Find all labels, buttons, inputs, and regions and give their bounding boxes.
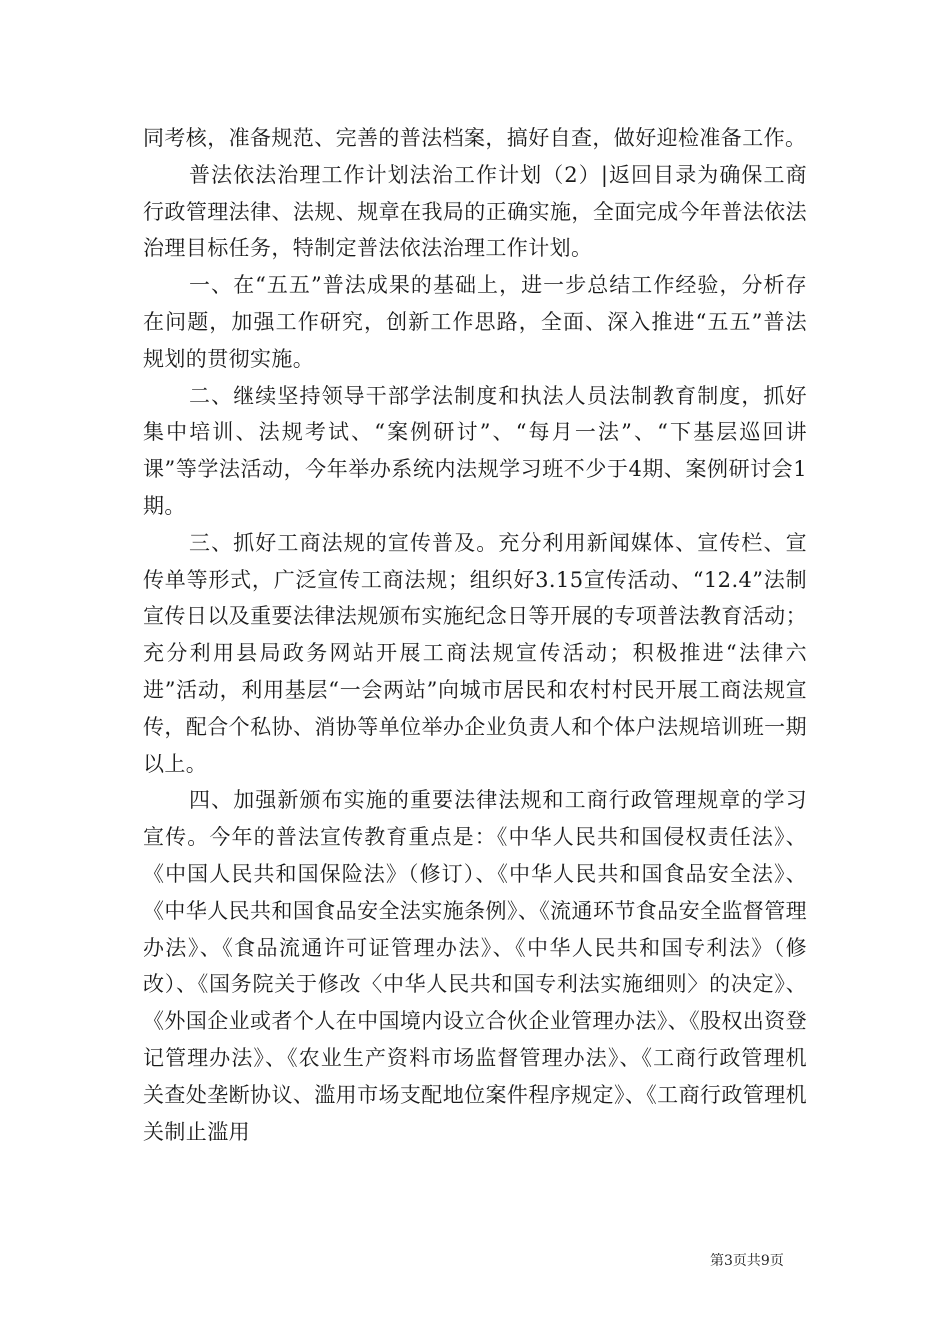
paragraph-item-2: 二、继续坚持领导干部学法制度和执法人员法制教育制度，抓好集中培训、法规考试、“案例研讨”、“每月一法”、“下基层巡回讲课”等学法活动，今年举办系统内法规学习班不少于4期、案例研讨会1期。	[143, 383, 807, 518]
paragraph-continuation: 同考核，准备规范、完善的普法档案，搞好自查，做好迎检准备工作。	[143, 126, 807, 150]
document-body	[143, 120, 807, 1150]
paragraph-plan-intro: 普法依法治理工作计划法治工作计划（2）|返回目录为确保工商行政管理法律、法规、规章在我局的正确实施，全面完成今年普法依法治理目标任务，特制定普法依法治理工作计划。	[143, 162, 807, 261]
page-number: 第3页共9页	[710, 1253, 784, 1269]
paragraph-item-3: 三、抓好工商法规的宣传普及。充分利用新闻媒体、宣传栏、宣传单等形式，广泛宣传工商法规；组织好3.15宣传活动、“12.4”法制宣传日以及重要法律法规颁布实施纪念日等开展的专项普法教育活动；充分利用县局政务网站开展工商法规宣传活动；积极推进“法律六进”活动，利用基层“一会两站”向城市居民和农村村民开展工商法规宣传，配合个私协、消协等单位举办企业负责人和个体户法规培训班一期以上。	[143, 530, 807, 776]
paragraph-item-4: 四、加强新颁布实施的重要法律法规和工商行政管理规章的学习宣传。今年的普法宣传教育重点是：《中华人民共和国侵权责任法》、《中国人民共和国保险法》（修订）、《中华人民共和国食品安全法》、《中华人民共和国食品安全法实施条例》、《流通环节食品安全监督管理办法》、《食品流通许可证管理办法》、《中华人民共和国专利法》（修改）、《国务院关于修改〈中华人民共和国专利法实施细则〉的决定》、《外国企业或者个人在中国境内设立合伙企业管理办法》、《股权出资登记管理办法》、《农业生产资料市场监督管理办法》、《工商行政管理机关查处垄断协议、滥用市场支配地位案件程序规定》、《工商行政管理机关制止滥用	[143, 788, 807, 1144]
paragraph-item-1: 一、在“五五”普法成果的基础上，进一步总结工作经验，分析存在问题，加强工作研究，创新工作思路，全面、深入推进“五五”普法规划的贯彻实施。	[143, 273, 807, 371]
